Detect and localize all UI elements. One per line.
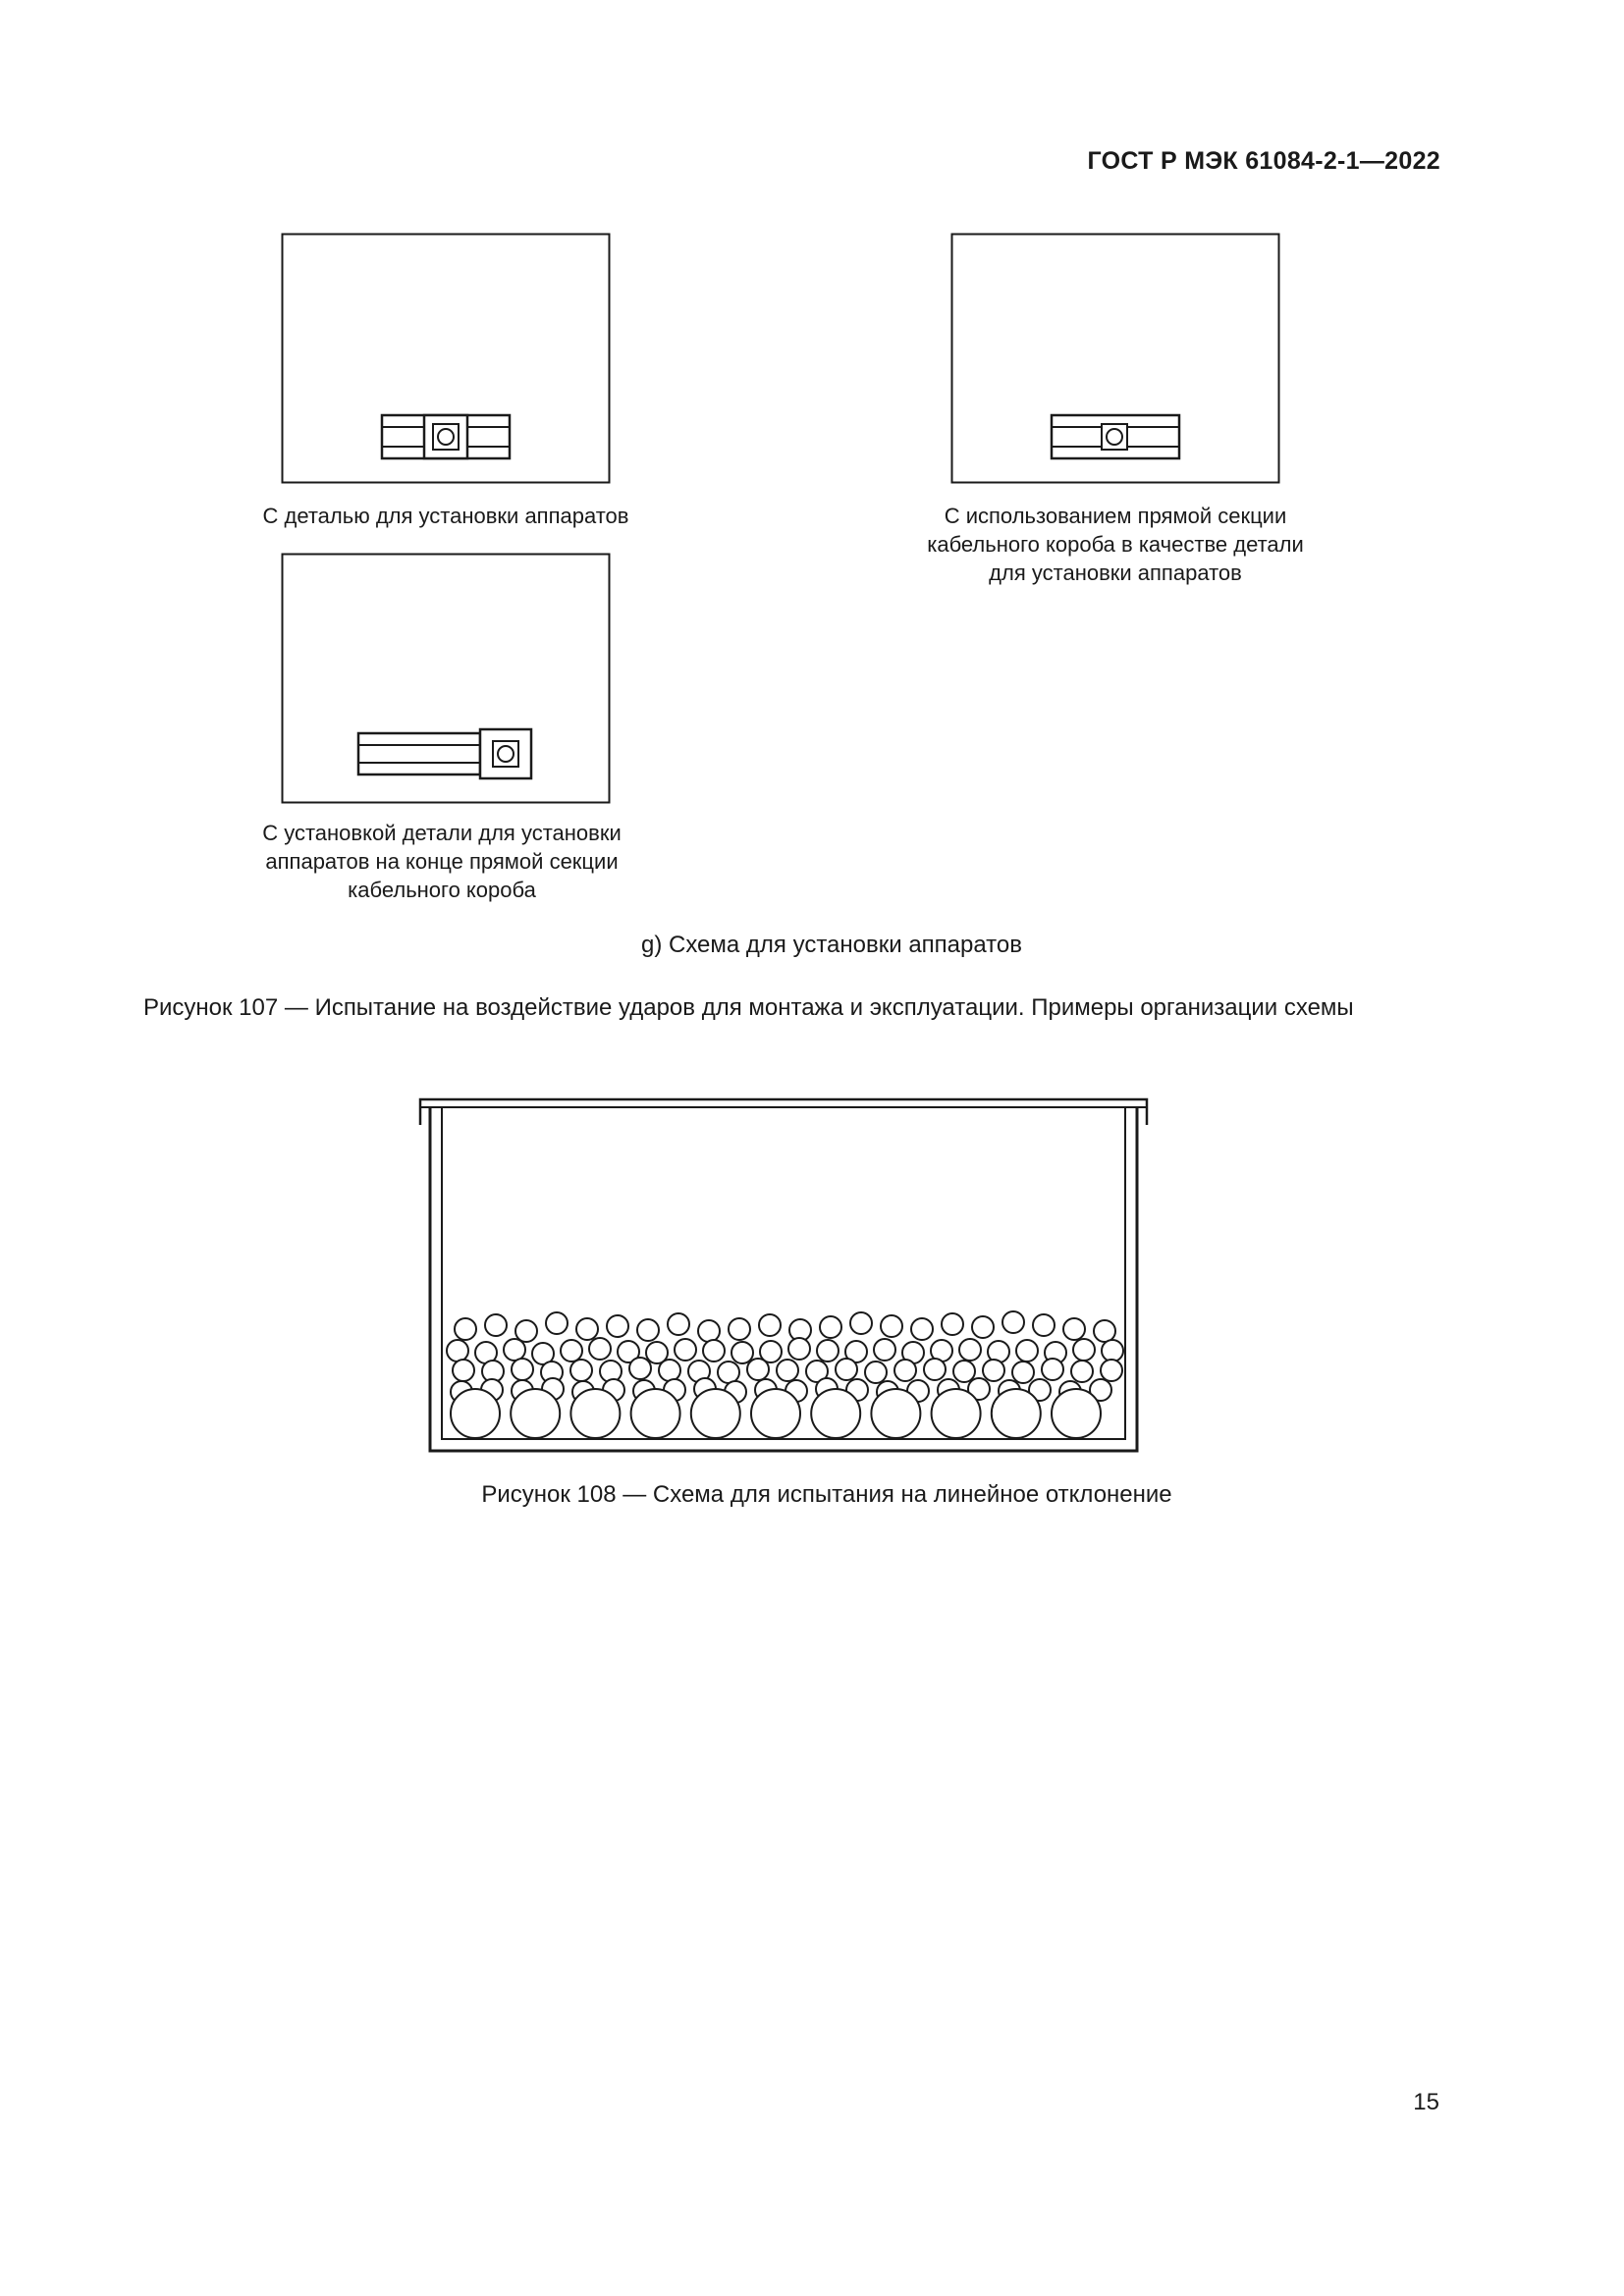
large-ball [751,1389,800,1438]
small-ball [589,1338,611,1360]
small-ball [546,1312,568,1334]
small-ball [959,1339,981,1361]
panel-2-caption [884,502,1347,587]
page-number: 15 [1413,2089,1439,2115]
small-ball [972,1316,994,1338]
large-ball [871,1389,920,1438]
panel-3-caption [228,819,656,904]
small-ball [703,1340,725,1362]
small-ball [953,1361,975,1382]
small-ball [1071,1361,1093,1382]
small-ball [637,1319,659,1341]
panel-mount-at-end-of-section [281,553,611,804]
small-ball [455,1318,476,1340]
small-ball [850,1312,872,1334]
large-ball [511,1389,560,1438]
panel-3-caption-line-1: С установкой детали для установки [262,821,622,845]
panel-2-caption-line-1: С использованием прямой секции [944,504,1287,528]
small-ball [607,1315,628,1337]
small-ball [817,1340,839,1362]
panel-2-caption-line-2: кабельного короба в качестве детали [927,532,1304,557]
small-ball [729,1318,750,1340]
small-ball [747,1359,769,1380]
panel-3-caption-line-2: аппаратов на конце прямой секции [265,849,619,874]
document-id: ГОСТ Р МЭК 61084-2-1—2022 [1087,147,1440,175]
large-ball [691,1389,740,1438]
large-ball [631,1389,680,1438]
small-ball [515,1320,537,1342]
small-ball [1012,1362,1034,1383]
small-ball [1002,1311,1024,1333]
small-ball [894,1360,916,1381]
small-ball [865,1362,887,1383]
small-ball [911,1318,933,1340]
panel-device-mount-part [281,233,611,484]
small-ball [718,1362,739,1383]
figure-108-drawing [412,1094,1159,1467]
small-ball [1063,1318,1085,1340]
small-ball [731,1342,753,1363]
small-ball [512,1359,533,1380]
small-ball [659,1360,680,1381]
small-ball [1073,1339,1095,1361]
small-ball [576,1318,598,1340]
large-ball [451,1389,500,1438]
panel-1-caption [232,502,660,530]
panel-1-caption-line-1: С деталью для установки аппаратов [262,504,629,528]
small-ball [485,1314,507,1336]
panel-3-caption-line-3: кабельного короба [348,878,536,902]
small-ball [836,1359,857,1380]
small-ball [675,1339,696,1361]
panel-2-drawing [950,233,1280,484]
small-ball [453,1360,474,1381]
test-balls [447,1311,1123,1438]
small-ball [561,1340,582,1362]
large-ball [570,1389,620,1438]
small-ball [942,1313,963,1335]
container-with-balls [412,1094,1159,1467]
large-ball [992,1389,1041,1438]
small-ball [874,1339,895,1361]
small-ball [983,1360,1004,1381]
small-ball [1101,1360,1122,1381]
large-ball [1052,1389,1101,1438]
small-ball [1094,1320,1115,1342]
small-ball [924,1359,946,1380]
panel-trunking-section-as-mount [950,233,1280,484]
small-ball [504,1339,525,1361]
figure-107-caption: Рисунок 107 — Испытание на воздействие ударов для монтажа и эксплуатации. Примеры организации схемы [143,994,1354,1021]
small-ball [668,1313,689,1335]
panel-1-drawing [281,233,611,484]
figure-108-caption: Рисунок 108 — Схема для испытания на линейное отклонение [481,1481,1172,1508]
small-ball [759,1314,781,1336]
small-ball [1102,1340,1123,1362]
small-ball [1042,1359,1063,1380]
small-ball [881,1315,902,1337]
small-ball [570,1360,592,1381]
small-ball [788,1338,810,1360]
small-ball [1033,1314,1055,1336]
large-ball [811,1389,860,1438]
panel-3-drawing [281,553,611,804]
small-ball [777,1360,798,1381]
panel-2-caption-line-3: для установки аппаратов [989,561,1242,585]
small-ball [629,1358,651,1379]
figure-107-subcaption: g) Схема для установки аппаратов [640,932,1022,958]
small-ball [698,1320,720,1342]
small-ball [820,1316,841,1338]
large-ball [932,1389,981,1438]
small-ball [1016,1340,1038,1362]
small-ball [447,1340,468,1362]
